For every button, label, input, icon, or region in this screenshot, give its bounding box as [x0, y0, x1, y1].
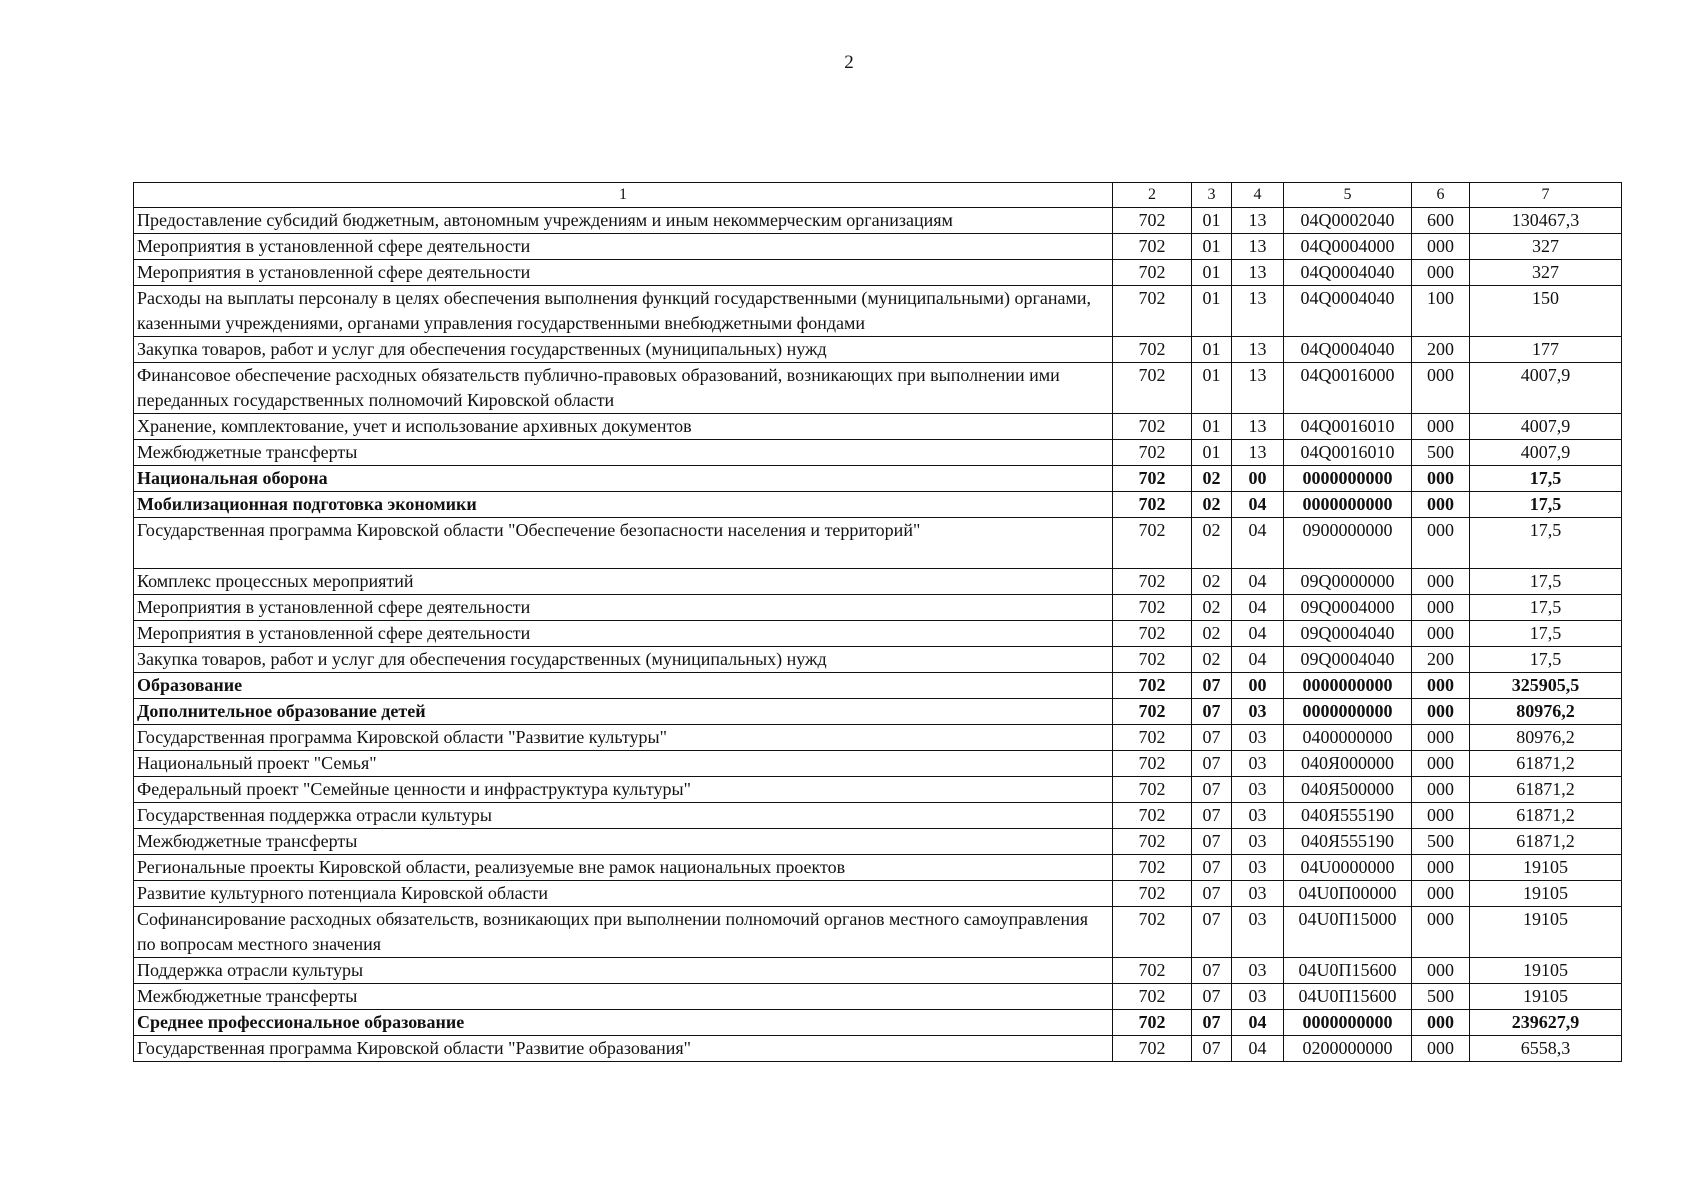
row-amount: 4007,9 [1470, 363, 1622, 414]
header-col-1: 1 [134, 183, 1113, 208]
row-ministry-code: 702 [1113, 907, 1192, 958]
row-amount: 19105 [1470, 881, 1622, 907]
row-subsection-code: 03 [1232, 881, 1284, 907]
row-name: Расходы на выплаты персоналу в целях обеспечения выполнения функций государственными (муниципальными) органами, казенными учреждениями, органами управления государственными внебюджетными фондами [134, 286, 1113, 337]
row-section-code: 01 [1192, 440, 1232, 466]
row-subsection-code: 03 [1232, 803, 1284, 829]
row-name: Комплекс процессных мероприятий [134, 569, 1113, 595]
row-target-article: 040Я555190 [1284, 829, 1412, 855]
row-name: Хранение, комплектование, учет и использование архивных документов [134, 414, 1113, 440]
row-subsection-code: 13 [1232, 234, 1284, 260]
row-section-code: 01 [1192, 414, 1232, 440]
row-expense-type: 000 [1412, 595, 1470, 621]
row-subsection-code: 13 [1232, 260, 1284, 286]
row-subsection-code: 04 [1232, 569, 1284, 595]
table-row [134, 363, 1622, 414]
row-expense-type: 000 [1412, 414, 1470, 440]
row-expense-type: 000 [1412, 855, 1470, 881]
row-target-article: 040Я500000 [1284, 777, 1412, 803]
table-row [134, 621, 1622, 647]
header-col-2: 2 [1113, 183, 1192, 208]
row-expense-type: 000 [1412, 881, 1470, 907]
row-amount: 177 [1470, 337, 1622, 363]
row-name: Закупка товаров, работ и услуг для обеспечения государственных (муниципальных) нужд [134, 337, 1113, 363]
row-expense-type: 000 [1412, 751, 1470, 777]
row-subsection-code: 04 [1232, 1036, 1284, 1062]
row-section-code: 07 [1192, 881, 1232, 907]
row-target-article: 04Q0002040 [1284, 208, 1412, 234]
row-subsection-code: 04 [1232, 647, 1284, 673]
row-ministry-code: 702 [1113, 958, 1192, 984]
row-name: Закупка товаров, работ и услуг для обеспечения государственных (муниципальных) нужд [134, 647, 1113, 673]
row-name: Федеральный проект "Семейные ценности и инфраструктура культуры" [134, 777, 1113, 803]
row-section-code: 02 [1192, 595, 1232, 621]
row-name: Среднее профессиональное образование [134, 1010, 1113, 1036]
row-ministry-code: 702 [1113, 492, 1192, 518]
row-ministry-code: 702 [1113, 1036, 1192, 1062]
row-amount: 61871,2 [1470, 829, 1622, 855]
table-row [134, 725, 1622, 751]
row-expense-type: 000 [1412, 1036, 1470, 1062]
row-name: Мероприятия в установленной сфере деятельности [134, 234, 1113, 260]
row-expense-type: 000 [1412, 1010, 1470, 1036]
row-expense-type: 000 [1412, 234, 1470, 260]
row-expense-type: 000 [1412, 958, 1470, 984]
table-row [134, 234, 1622, 260]
row-subsection-code: 03 [1232, 958, 1284, 984]
row-target-article: 09Q0000000 [1284, 569, 1412, 595]
row-ministry-code: 702 [1113, 208, 1192, 234]
row-section-code: 02 [1192, 466, 1232, 492]
row-subsection-code: 03 [1232, 984, 1284, 1010]
budget-table [133, 182, 1622, 1062]
row-subsection-code: 03 [1232, 725, 1284, 751]
row-subsection-code: 00 [1232, 673, 1284, 699]
row-ministry-code: 702 [1113, 440, 1192, 466]
row-section-code: 01 [1192, 286, 1232, 337]
row-ministry-code: 702 [1113, 725, 1192, 751]
row-amount: 61871,2 [1470, 751, 1622, 777]
row-expense-type: 000 [1412, 777, 1470, 803]
table-row [134, 208, 1622, 234]
row-expense-type: 200 [1412, 337, 1470, 363]
header-col-4: 4 [1232, 183, 1284, 208]
row-amount: 17,5 [1470, 647, 1622, 673]
row-target-article: 04U0П15600 [1284, 984, 1412, 1010]
header-col-7: 7 [1470, 183, 1622, 208]
table-row [134, 569, 1622, 595]
row-section-code: 01 [1192, 234, 1232, 260]
table-row [134, 777, 1622, 803]
row-name: Мероприятия в установленной сфере деятельности [134, 260, 1113, 286]
row-target-article: 04U0П15600 [1284, 958, 1412, 984]
row-amount: 325905,5 [1470, 673, 1622, 699]
row-target-article: 04Q0004000 [1284, 234, 1412, 260]
row-ministry-code: 702 [1113, 803, 1192, 829]
row-name: Государственная поддержка отрасли культуры [134, 803, 1113, 829]
row-section-code: 02 [1192, 621, 1232, 647]
row-expense-type: 500 [1412, 984, 1470, 1010]
row-amount: 19105 [1470, 907, 1622, 958]
row-subsection-code: 13 [1232, 440, 1284, 466]
row-ministry-code: 702 [1113, 260, 1192, 286]
row-name: Мероприятия в установленной сфере деятельности [134, 621, 1113, 647]
row-section-code: 07 [1192, 751, 1232, 777]
row-section-code: 07 [1192, 958, 1232, 984]
row-expense-type: 000 [1412, 492, 1470, 518]
header-col-6: 6 [1412, 183, 1470, 208]
row-expense-type: 600 [1412, 208, 1470, 234]
row-name: Государственная программа Кировской области "Развитие образования" [134, 1036, 1113, 1062]
row-subsection-code: 04 [1232, 621, 1284, 647]
row-section-code: 02 [1192, 647, 1232, 673]
table-header-row [134, 183, 1622, 208]
row-amount: 130467,3 [1470, 208, 1622, 234]
row-amount: 17,5 [1470, 595, 1622, 621]
row-target-article: 040Я555190 [1284, 803, 1412, 829]
row-amount: 80976,2 [1470, 699, 1622, 725]
row-name: Государственная программа Кировской области "Обеспечение безопасности населения и территорий" [134, 518, 1113, 569]
row-subsection-code: 03 [1232, 829, 1284, 855]
table-row [134, 907, 1622, 958]
row-amount: 4007,9 [1470, 440, 1622, 466]
row-subsection-code: 03 [1232, 855, 1284, 881]
table-body [134, 208, 1622, 1062]
row-amount: 17,5 [1470, 466, 1622, 492]
row-name: Государственная программа Кировской области "Развитие культуры" [134, 725, 1113, 751]
table-row [134, 260, 1622, 286]
row-target-article: 04U0000000 [1284, 855, 1412, 881]
row-amount: 17,5 [1470, 621, 1622, 647]
row-subsection-code: 00 [1232, 466, 1284, 492]
row-ministry-code: 702 [1113, 414, 1192, 440]
row-amount: 61871,2 [1470, 803, 1622, 829]
row-expense-type: 000 [1412, 569, 1470, 595]
row-amount: 4007,9 [1470, 414, 1622, 440]
row-name: Образование [134, 673, 1113, 699]
row-section-code: 07 [1192, 777, 1232, 803]
row-ministry-code: 702 [1113, 518, 1192, 569]
row-section-code: 01 [1192, 260, 1232, 286]
table-row [134, 414, 1622, 440]
row-expense-type: 500 [1412, 440, 1470, 466]
table-row [134, 337, 1622, 363]
row-ministry-code: 702 [1113, 1010, 1192, 1036]
row-section-code: 07 [1192, 673, 1232, 699]
row-name: Софинансирование расходных обязательств, возникающих при выполнении полномочий органов местного самоуправления по вопросам местного значения [134, 907, 1113, 958]
row-target-article: 09Q0004040 [1284, 647, 1412, 673]
table-row [134, 440, 1622, 466]
row-expense-type: 000 [1412, 803, 1470, 829]
row-section-code: 02 [1192, 518, 1232, 569]
row-name: Предоставление субсидий бюджетным, автономным учреждениям и иным некоммерческим организациям [134, 208, 1113, 234]
row-name: Финансовое обеспечение расходных обязательств публично-правовых образований, возникающих при выполнении ими переданных государственных полномочий Кировской области [134, 363, 1113, 414]
row-subsection-code: 04 [1232, 1010, 1284, 1036]
row-ministry-code: 702 [1113, 829, 1192, 855]
row-target-article: 0000000000 [1284, 699, 1412, 725]
row-ministry-code: 702 [1113, 881, 1192, 907]
row-subsection-code: 03 [1232, 907, 1284, 958]
row-section-code: 01 [1192, 363, 1232, 414]
row-target-article: 0000000000 [1284, 466, 1412, 492]
row-target-article: 0000000000 [1284, 492, 1412, 518]
row-ministry-code: 702 [1113, 855, 1192, 881]
row-expense-type: 000 [1412, 907, 1470, 958]
table-row [134, 518, 1622, 569]
row-target-article: 04Q0004040 [1284, 337, 1412, 363]
row-name: Дополнительное образование детей [134, 699, 1113, 725]
row-amount: 150 [1470, 286, 1622, 337]
row-subsection-code: 13 [1232, 208, 1284, 234]
row-target-article: 04U0П00000 [1284, 881, 1412, 907]
table-row [134, 286, 1622, 337]
row-expense-type: 000 [1412, 621, 1470, 647]
row-subsection-code: 04 [1232, 518, 1284, 569]
row-ministry-code: 702 [1113, 777, 1192, 803]
table-row [134, 855, 1622, 881]
table-row [134, 492, 1622, 518]
row-section-code: 07 [1192, 1010, 1232, 1036]
row-ministry-code: 702 [1113, 984, 1192, 1010]
row-expense-type: 000 [1412, 260, 1470, 286]
row-amount: 19105 [1470, 855, 1622, 881]
row-ministry-code: 702 [1113, 286, 1192, 337]
row-section-code: 02 [1192, 492, 1232, 518]
row-name: Развитие культурного потенциала Кировской области [134, 881, 1113, 907]
row-expense-type: 100 [1412, 286, 1470, 337]
table-row [134, 958, 1622, 984]
table-row [134, 595, 1622, 621]
row-name: Мероприятия в установленной сфере деятельности [134, 595, 1113, 621]
row-ministry-code: 702 [1113, 699, 1192, 725]
row-amount: 239627,9 [1470, 1010, 1622, 1036]
row-expense-type: 000 [1412, 466, 1470, 492]
row-name: Национальная оборона [134, 466, 1113, 492]
row-amount: 6558,3 [1470, 1036, 1622, 1062]
table-row [134, 881, 1622, 907]
row-subsection-code: 13 [1232, 363, 1284, 414]
row-name: Межбюджетные трансферты [134, 829, 1113, 855]
row-subsection-code: 03 [1232, 699, 1284, 725]
row-target-article: 04Q0016000 [1284, 363, 1412, 414]
row-expense-type: 000 [1412, 699, 1470, 725]
row-section-code: 07 [1192, 803, 1232, 829]
row-subsection-code: 13 [1232, 414, 1284, 440]
row-expense-type: 000 [1412, 673, 1470, 699]
row-subsection-code: 04 [1232, 595, 1284, 621]
table-row [134, 803, 1622, 829]
row-name: Национальный проект "Семья" [134, 751, 1113, 777]
row-section-code: 07 [1192, 725, 1232, 751]
table-row [134, 699, 1622, 725]
row-target-article: 04U0П15000 [1284, 907, 1412, 958]
row-target-article: 04Q0004040 [1284, 286, 1412, 337]
row-ministry-code: 702 [1113, 234, 1192, 260]
row-amount: 327 [1470, 234, 1622, 260]
row-section-code: 02 [1192, 569, 1232, 595]
row-subsection-code: 03 [1232, 751, 1284, 777]
row-section-code: 07 [1192, 1036, 1232, 1062]
row-section-code: 07 [1192, 855, 1232, 881]
row-amount: 61871,2 [1470, 777, 1622, 803]
row-amount: 80976,2 [1470, 725, 1622, 751]
row-target-article: 040Я000000 [1284, 751, 1412, 777]
row-ministry-code: 702 [1113, 337, 1192, 363]
table-row [134, 1036, 1622, 1062]
row-target-article: 0000000000 [1284, 673, 1412, 699]
row-amount: 19105 [1470, 958, 1622, 984]
row-section-code: 07 [1192, 829, 1232, 855]
table-row [134, 829, 1622, 855]
row-target-article: 09Q0004040 [1284, 621, 1412, 647]
row-ministry-code: 702 [1113, 595, 1192, 621]
header-col-5: 5 [1284, 183, 1412, 208]
row-ministry-code: 702 [1113, 621, 1192, 647]
row-target-article: 0900000000 [1284, 518, 1412, 569]
row-expense-type: 000 [1412, 725, 1470, 751]
row-target-article: 04Q0004040 [1284, 260, 1412, 286]
row-ministry-code: 702 [1113, 466, 1192, 492]
row-expense-type: 500 [1412, 829, 1470, 855]
row-subsection-code: 13 [1232, 286, 1284, 337]
row-subsection-code: 13 [1232, 337, 1284, 363]
table-row [134, 673, 1622, 699]
row-subsection-code: 03 [1232, 777, 1284, 803]
row-ministry-code: 702 [1113, 569, 1192, 595]
row-target-article: 09Q0004000 [1284, 595, 1412, 621]
row-name: Межбюджетные трансферты [134, 984, 1113, 1010]
table-row [134, 751, 1622, 777]
row-ministry-code: 702 [1113, 363, 1192, 414]
row-target-article: 0400000000 [1284, 725, 1412, 751]
row-amount: 17,5 [1470, 569, 1622, 595]
row-name: Поддержка отрасли культуры [134, 958, 1113, 984]
row-amount: 19105 [1470, 984, 1622, 1010]
row-name: Региональные проекты Кировской области, реализуемые вне рамок национальных проектов [134, 855, 1113, 881]
row-expense-type: 000 [1412, 518, 1470, 569]
header-col-3: 3 [1192, 183, 1232, 208]
row-amount: 17,5 [1470, 492, 1622, 518]
row-expense-type: 200 [1412, 647, 1470, 673]
row-ministry-code: 702 [1113, 673, 1192, 699]
row-ministry-code: 702 [1113, 647, 1192, 673]
row-target-article: 04Q0016010 [1284, 440, 1412, 466]
row-section-code: 01 [1192, 208, 1232, 234]
row-section-code: 07 [1192, 984, 1232, 1010]
row-section-code: 07 [1192, 699, 1232, 725]
table-row [134, 466, 1622, 492]
table-row [134, 1010, 1622, 1036]
row-expense-type: 000 [1412, 363, 1470, 414]
row-name: Мобилизационная подготовка экономики [134, 492, 1113, 518]
row-target-article: 0200000000 [1284, 1036, 1412, 1062]
table-row [134, 647, 1622, 673]
row-target-article: 0000000000 [1284, 1010, 1412, 1036]
row-section-code: 07 [1192, 907, 1232, 958]
row-target-article: 04Q0016010 [1284, 414, 1412, 440]
table-row [134, 984, 1622, 1010]
page-number: 2 [844, 52, 854, 73]
row-amount: 17,5 [1470, 518, 1622, 569]
row-amount: 327 [1470, 260, 1622, 286]
row-subsection-code: 04 [1232, 492, 1284, 518]
row-ministry-code: 702 [1113, 751, 1192, 777]
row-section-code: 01 [1192, 337, 1232, 363]
row-name: Межбюджетные трансферты [134, 440, 1113, 466]
